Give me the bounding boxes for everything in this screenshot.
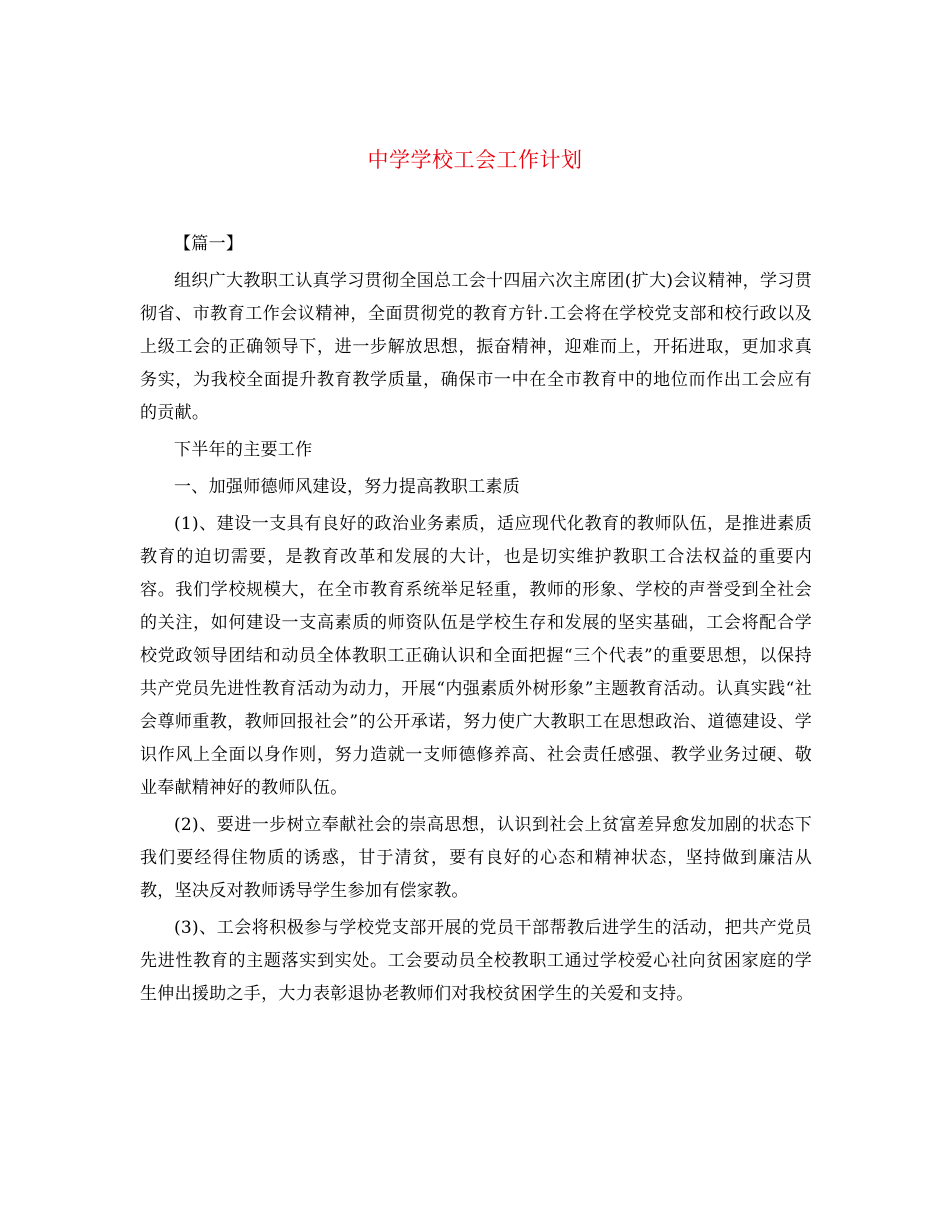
document-title: 中学学校工会工作计划: [367, 148, 583, 172]
subheading-main-work: 下半年的主要工作: [174, 440, 313, 460]
paragraph-item-2: (2)、要进一步树立奉献社会的崇高思想，认识到社会上贫富差异愈发加剧的状态下我们要经得住物质的诱惑，甘于清贫，要有良好的心态和精神状态，坚持做到廉洁从教，坚决反对教师诱导学生参加有偿家教。: [140, 815, 812, 901]
paragraph-item-3: (3)、工会将积极参与学校党支部开展的党员干部帮教后进学生的活动，把共产党员先进性教育的主题落实到实处。工会要动员全校教职工通过学校爱心社向贫困家庭的学生伸出援助之手，大力表彰退协老教师们对我校贫困学生的关爱和支持。: [140, 918, 812, 1004]
intro-paragraph: 组织广大教职工认真学习贯彻全国总工会十四届六次主席团(扩大)会议精神，学习贯彻省、市教育工作会议精神，全面贯彻党的教育方针.工会将在学校党支部和校行政以及上级工会的正确领导下，进一步解放思想，振奋精神，迎难而上，开拓进取，更加求真务实，为我校全面提升教育教学质量，确保市一中在全市教育中的地位而作出工会应有的贡献。: [140, 271, 812, 423]
section-label: 【篇一】: [174, 234, 244, 254]
paragraph-item-1: (1)、建设一支具有良好的政治业务素质，适应现代化教育的教师队伍，是推进素质教育的迫切需要，是教育改革和发展的大计，也是切实维护教职工合法权益的重要内容。我们学校规模大，在全市教育系统举足轻重，教师的形象、学校的声誉受到全社会的关注，如何建设一支高素质的师资队伍是学校生存和发展的坚实基础，工会将配合学校党政领导团结和动员全体教职工正确认识和全面把握“三个代表”的重要思想，以保持共产党员先进性教育活动为动力，开展“内强素质外树形象”主题教育活动。认真实践“社会尊师重教，教师回报社会”的公开承诺，努力使广大教职工在思想政治、道德建设、学识作风上全面以身作则，努力造就一支师德修养高、社会责任感强、教学业务过硬、敬业奉献精神好的教师队伍。: [140, 514, 812, 798]
document-body: [140, 228, 812, 1015]
subheading-section-one: 一、加强师德师风建设，努力提高教职工素质: [174, 477, 520, 497]
